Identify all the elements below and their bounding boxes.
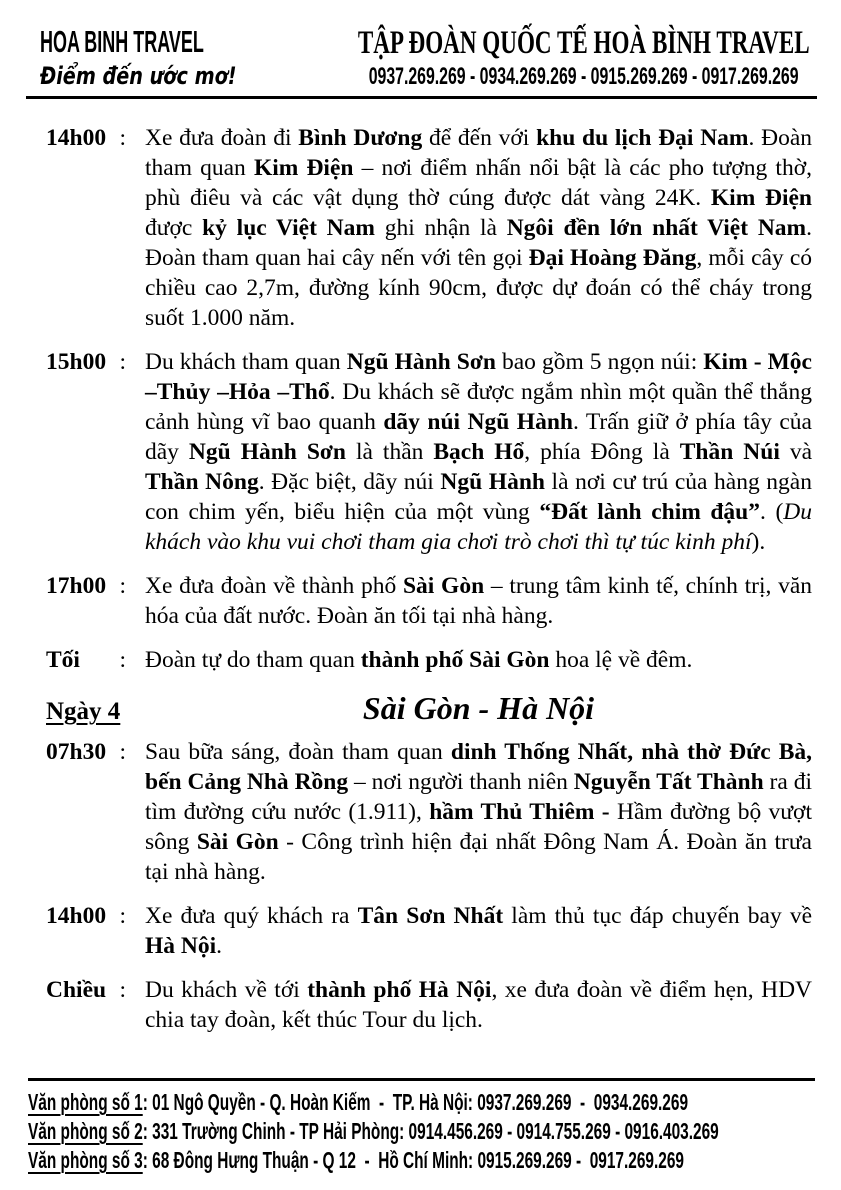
office-label: Văn phòng số 1 — [28, 1089, 143, 1115]
text-run: , phía Đông là — [524, 439, 680, 465]
entry-time-label: Tối — [46, 647, 80, 673]
entry-time-label: 14h00 — [46, 125, 107, 151]
text-run: Sài Gòn — [402, 573, 485, 599]
entry-text — [145, 901, 812, 961]
itinerary-entry — [46, 571, 812, 631]
entry-time — [46, 737, 126, 887]
text-run: . Đặc biệt, dãy núi — [258, 469, 441, 495]
entry-time-colon: : — [119, 349, 126, 375]
text-run: Thần Núi — [679, 439, 780, 465]
text-run: hoa lệ về đêm. — [549, 647, 693, 673]
text-run: để đến với — [422, 125, 537, 151]
text-run: Thần Nông — [145, 469, 259, 495]
office-line — [28, 1146, 684, 1175]
text-run: . Du khách sẽ được ngắm nhìn một quần thể thắng cảnh hùng vĩ bao quanh — [145, 379, 812, 435]
text-run: , mỗi cây có chiều cao 2,7m, đường kính 90cm, được dự đoán có thể cháy trong suốt 1.000 năm. — [145, 245, 813, 331]
text-run: Tân Sơn Nhất — [357, 903, 504, 929]
entry-time-label: 07h30 — [46, 739, 107, 765]
entry-text — [145, 571, 812, 631]
text-run: Bạch Hổ — [433, 439, 525, 465]
text-run: Đoàn tự do tham quan — [145, 647, 361, 673]
entry-time-colon: : — [119, 977, 126, 1003]
day-heading — [46, 689, 812, 727]
entry-text — [145, 975, 812, 1035]
logo-tagline: Điểm đến ước mơ! — [40, 62, 237, 90]
text-run: dinh Thống Nhất, nhà thờ Đức Bà, bến Cảng Nhà Rồng — [145, 739, 812, 795]
itinerary-entry — [46, 975, 812, 1035]
page-header — [26, 0, 817, 99]
entry-time-colon: : — [119, 647, 126, 673]
text-run: thành phố Hà Nội — [307, 977, 492, 1003]
page-footer — [28, 1078, 815, 1175]
text-run: ). — [751, 529, 766, 555]
text-run: Sau bữa sáng, đoàn tham quan — [145, 739, 451, 765]
text-run: làm thủ tục đáp chuyến bay về — [503, 903, 813, 929]
text-run: Ngũ Hành Sơn — [188, 439, 346, 465]
text-run: Nguyễn Tất Thành — [573, 769, 764, 795]
entry-time-colon: : — [119, 573, 126, 599]
entry-time — [46, 975, 126, 1035]
office-line — [28, 1117, 719, 1146]
entry-time-colon: : — [119, 903, 126, 929]
text-run: Bình Dương — [298, 125, 423, 151]
text-run: - Công trình hiện đại nhất Đông Nam Á. Đoàn ăn trưa tại nhà hàng. — [145, 829, 812, 885]
company-title: TẬP ĐOÀN QUỐC TẾ HOÀ BÌNH TRAVEL — [357, 25, 810, 61]
office-label: Văn phòng số 2 — [28, 1118, 143, 1144]
office-line — [28, 1088, 689, 1117]
day-label: Ngày 4 — [46, 698, 121, 725]
text-run: là nơi cư trú của hàng ngàn con chim yến, biểu hiện của một vùng — [145, 469, 812, 525]
entry-text — [145, 645, 812, 675]
entry-time-label: 14h00 — [46, 903, 107, 929]
office-label: Văn phòng số 3 — [28, 1147, 143, 1173]
entry-time-colon: : — [119, 739, 126, 765]
itinerary-entry — [46, 901, 812, 961]
logo-title: HOA BINH TRAVEL — [40, 24, 204, 59]
entry-time-label: 15h00 — [46, 349, 107, 375]
header-right — [258, 26, 841, 89]
entry-text — [145, 737, 812, 887]
text-run: Đại Hoàng Đăng — [528, 245, 697, 271]
itinerary-entry — [46, 645, 812, 675]
entry-time — [46, 901, 126, 961]
text-run: bao gồm 5 ngọn núi: — [495, 349, 704, 375]
entry-time — [46, 347, 126, 557]
text-run: . ( — [760, 499, 784, 525]
text-run: kỷ lục Việt Nam — [202, 215, 375, 241]
itinerary-entry — [46, 123, 812, 333]
text-run: ra đi tìm đường cứu nước (1.911), — [145, 769, 812, 825]
itinerary-entry — [46, 737, 812, 887]
entry-time — [46, 571, 126, 631]
text-run: Du khách về tới — [145, 977, 308, 1003]
itinerary-entry — [46, 347, 812, 557]
text-run: Kim Điện — [710, 185, 813, 211]
text-run: hầm Thủ Thiêm - — [429, 799, 610, 825]
text-run: Xe đưa đoàn về thành phố — [145, 573, 403, 599]
office-address: : 331 Trường Chinh - TP Hải Phòng: 0914.456.269 - 0914.755.269 - 0916.403.269 — [142, 1118, 719, 1144]
text-run: Kim - Mộc –Thủy –Hỏa –Thổ — [145, 349, 812, 405]
text-run: được — [145, 215, 203, 241]
text-run: và — [779, 439, 813, 465]
text-run: ghi nhận là — [374, 215, 507, 241]
entry-time — [46, 123, 126, 333]
entry-text — [145, 123, 812, 333]
text-run: . Đoàn tham quan hai cây nến với tên gọi — [145, 215, 812, 271]
text-run: , xe đưa đoàn về điểm hẹn, HDV chia tay đoàn, kết thúc Tour du lịch. — [145, 977, 813, 1033]
office-address: : 68 Đông Hưng Thuận - Q 12 - Hồ Chí Minh: 0915.269.269 - 0917.269.269 — [142, 1147, 684, 1173]
text-run: . Đoàn tham quan — [145, 125, 813, 181]
text-run: Ngũ Hành Sơn — [346, 349, 496, 375]
text-run: dãy núi Ngũ Hành — [383, 409, 573, 435]
text-run: Xe đưa đoàn đi — [145, 125, 299, 151]
text-run: thành phố Sài Gòn — [360, 647, 550, 673]
text-run: – trung tâm kinh tế, chính trị, văn hóa của đất nước. Đoàn ăn tối tại nhà hàng. — [145, 573, 813, 629]
office-address: : 01 Ngô Quyền - Q. Hoàn Kiếm - TP. Hà Nội: 0937.269.269 - 0934.269.269 — [142, 1089, 689, 1115]
text-run: Du khách tham quan — [145, 349, 347, 375]
text-run: . — [216, 933, 223, 959]
company-logo — [40, 26, 258, 90]
itinerary — [0, 99, 841, 1035]
text-run: là thần — [346, 439, 434, 465]
text-run: – nơi người thanh niên — [348, 769, 574, 795]
text-run: Ngũ Hành — [440, 469, 545, 495]
entry-time-label: Chiều — [46, 977, 107, 1003]
entry-time — [46, 645, 126, 675]
text-run: Kim Điện — [253, 155, 354, 181]
entry-time-label: 17h00 — [46, 573, 107, 599]
text-run: Xe đưa quý khách ra — [145, 903, 358, 929]
text-run: Hầm đường bộ vượt sông — [145, 799, 812, 855]
entry-text — [145, 347, 812, 557]
header-phone-numbers: 0937.269.269 - 0934.269.269 - 0915.269.269 - 0917.269.269 — [368, 62, 799, 90]
text-run: “Đất lành chim đậu” — [539, 499, 760, 525]
text-run: Du khách vào khu vui chơi tham gia chơi trò chơi thì tự túc kinh phí — [145, 499, 813, 555]
text-run: . Trấn giữ ở phía tây của dãy — [145, 409, 812, 465]
text-run: – nơi điểm nhấn nổi bật là các pho tượng thờ, phù điêu và các vật dụng thờ cúng được dát vàng 24K. — [145, 155, 813, 211]
text-run: Ngôi đền lớn nhất Việt Nam — [506, 215, 807, 241]
text-run: Hà Nội — [145, 933, 217, 959]
entry-time-colon: : — [119, 125, 126, 151]
text-run: Sài Gòn — [196, 829, 279, 855]
day-title: Sài Gòn - Hà Nội — [362, 690, 595, 726]
text-run: khu du lịch Đại Nam — [536, 125, 749, 151]
